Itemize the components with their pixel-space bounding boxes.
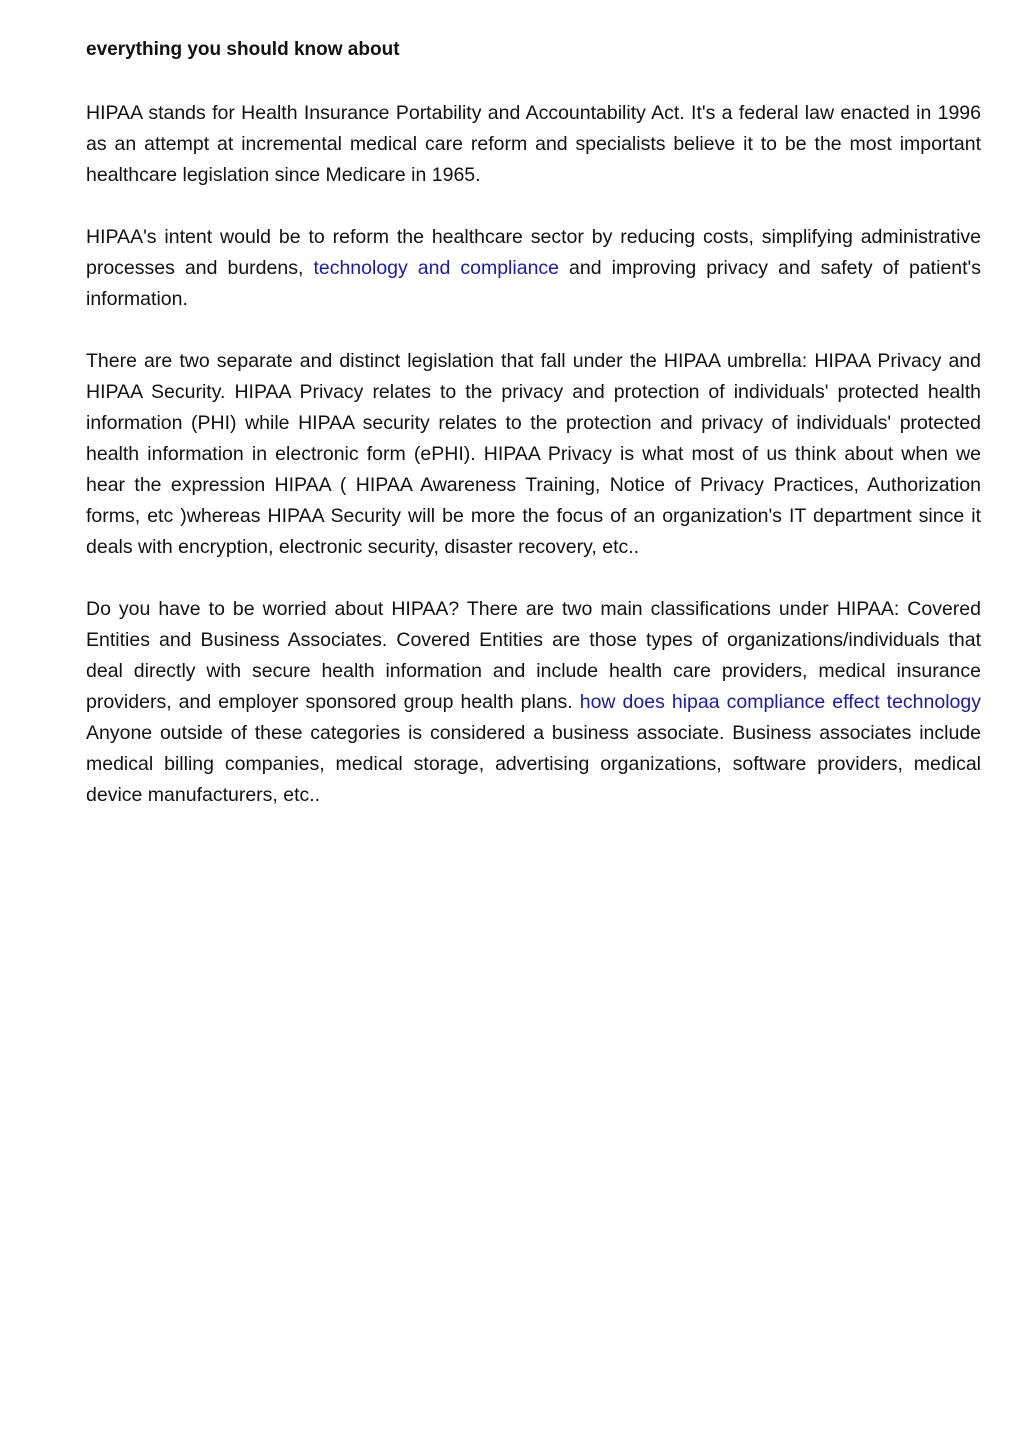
technology-compliance-link[interactable]: technology and compliance xyxy=(313,257,560,279)
paragraph-text: HIPAA's intent would be to reform the healthcare sector by reducing costs, simplifying administrative processes and burdens, xyxy=(86,226,981,279)
paragraph-hipaa-intent xyxy=(86,222,981,315)
paragraph-covered-entities xyxy=(86,594,981,811)
document-title: everything you should know about xyxy=(86,39,400,60)
hipaa-compliance-technology-link[interactable]: how does hipaa compliance effect technology xyxy=(579,691,981,713)
paragraph-hipaa-definition: HIPAA stands for Health Insurance Portability and Accountability Act. It's a federal law enacted in 1996 as an attempt at incremental medical care reform and specialists believe it to be the most important healthcare legislation since Medicare in 1965. xyxy=(86,102,981,186)
paragraph-privacy-security: There are two separate and distinct legislation that fall under the HIPAA umbrella: HIPAA Privacy and HIPAA Security. HIPAA Privacy relates to the privacy and protection of individuals' protected health information (PHI) while HIPAA security relates to the protection and privacy of individuals' protected health information in electronic form (ePHI). HIPAA Privacy is what most of us think about when we hear the expression HIPAA ( HIPAA Awareness Training, Notice of Privacy Practices, Authorization forms, etc )whereas HIPAA Security will be more the focus of an organization's IT department since it deals with encryption, electronic security, disaster recovery, etc.. xyxy=(86,350,981,558)
paragraph-text: Anyone outside of these categories is considered a business associate. Business associates include medical billing companies, medical storage, advertising organizations, software providers, medical device manufacturers, etc.. xyxy=(86,722,981,806)
document-page xyxy=(86,36,981,842)
paragraph-text: Do you have to be worried about HIPAA? There are two main classifications under HIPAA: Covered Entities and Business Associates. Covered Entities are those types of organizations/individuals that deal directly with secure health information and include health care providers, medical insurance providers, and employer sponsored group health plans. xyxy=(86,598,981,713)
paragraph-text: and improving privacy and safety of patient's information. xyxy=(86,257,981,310)
